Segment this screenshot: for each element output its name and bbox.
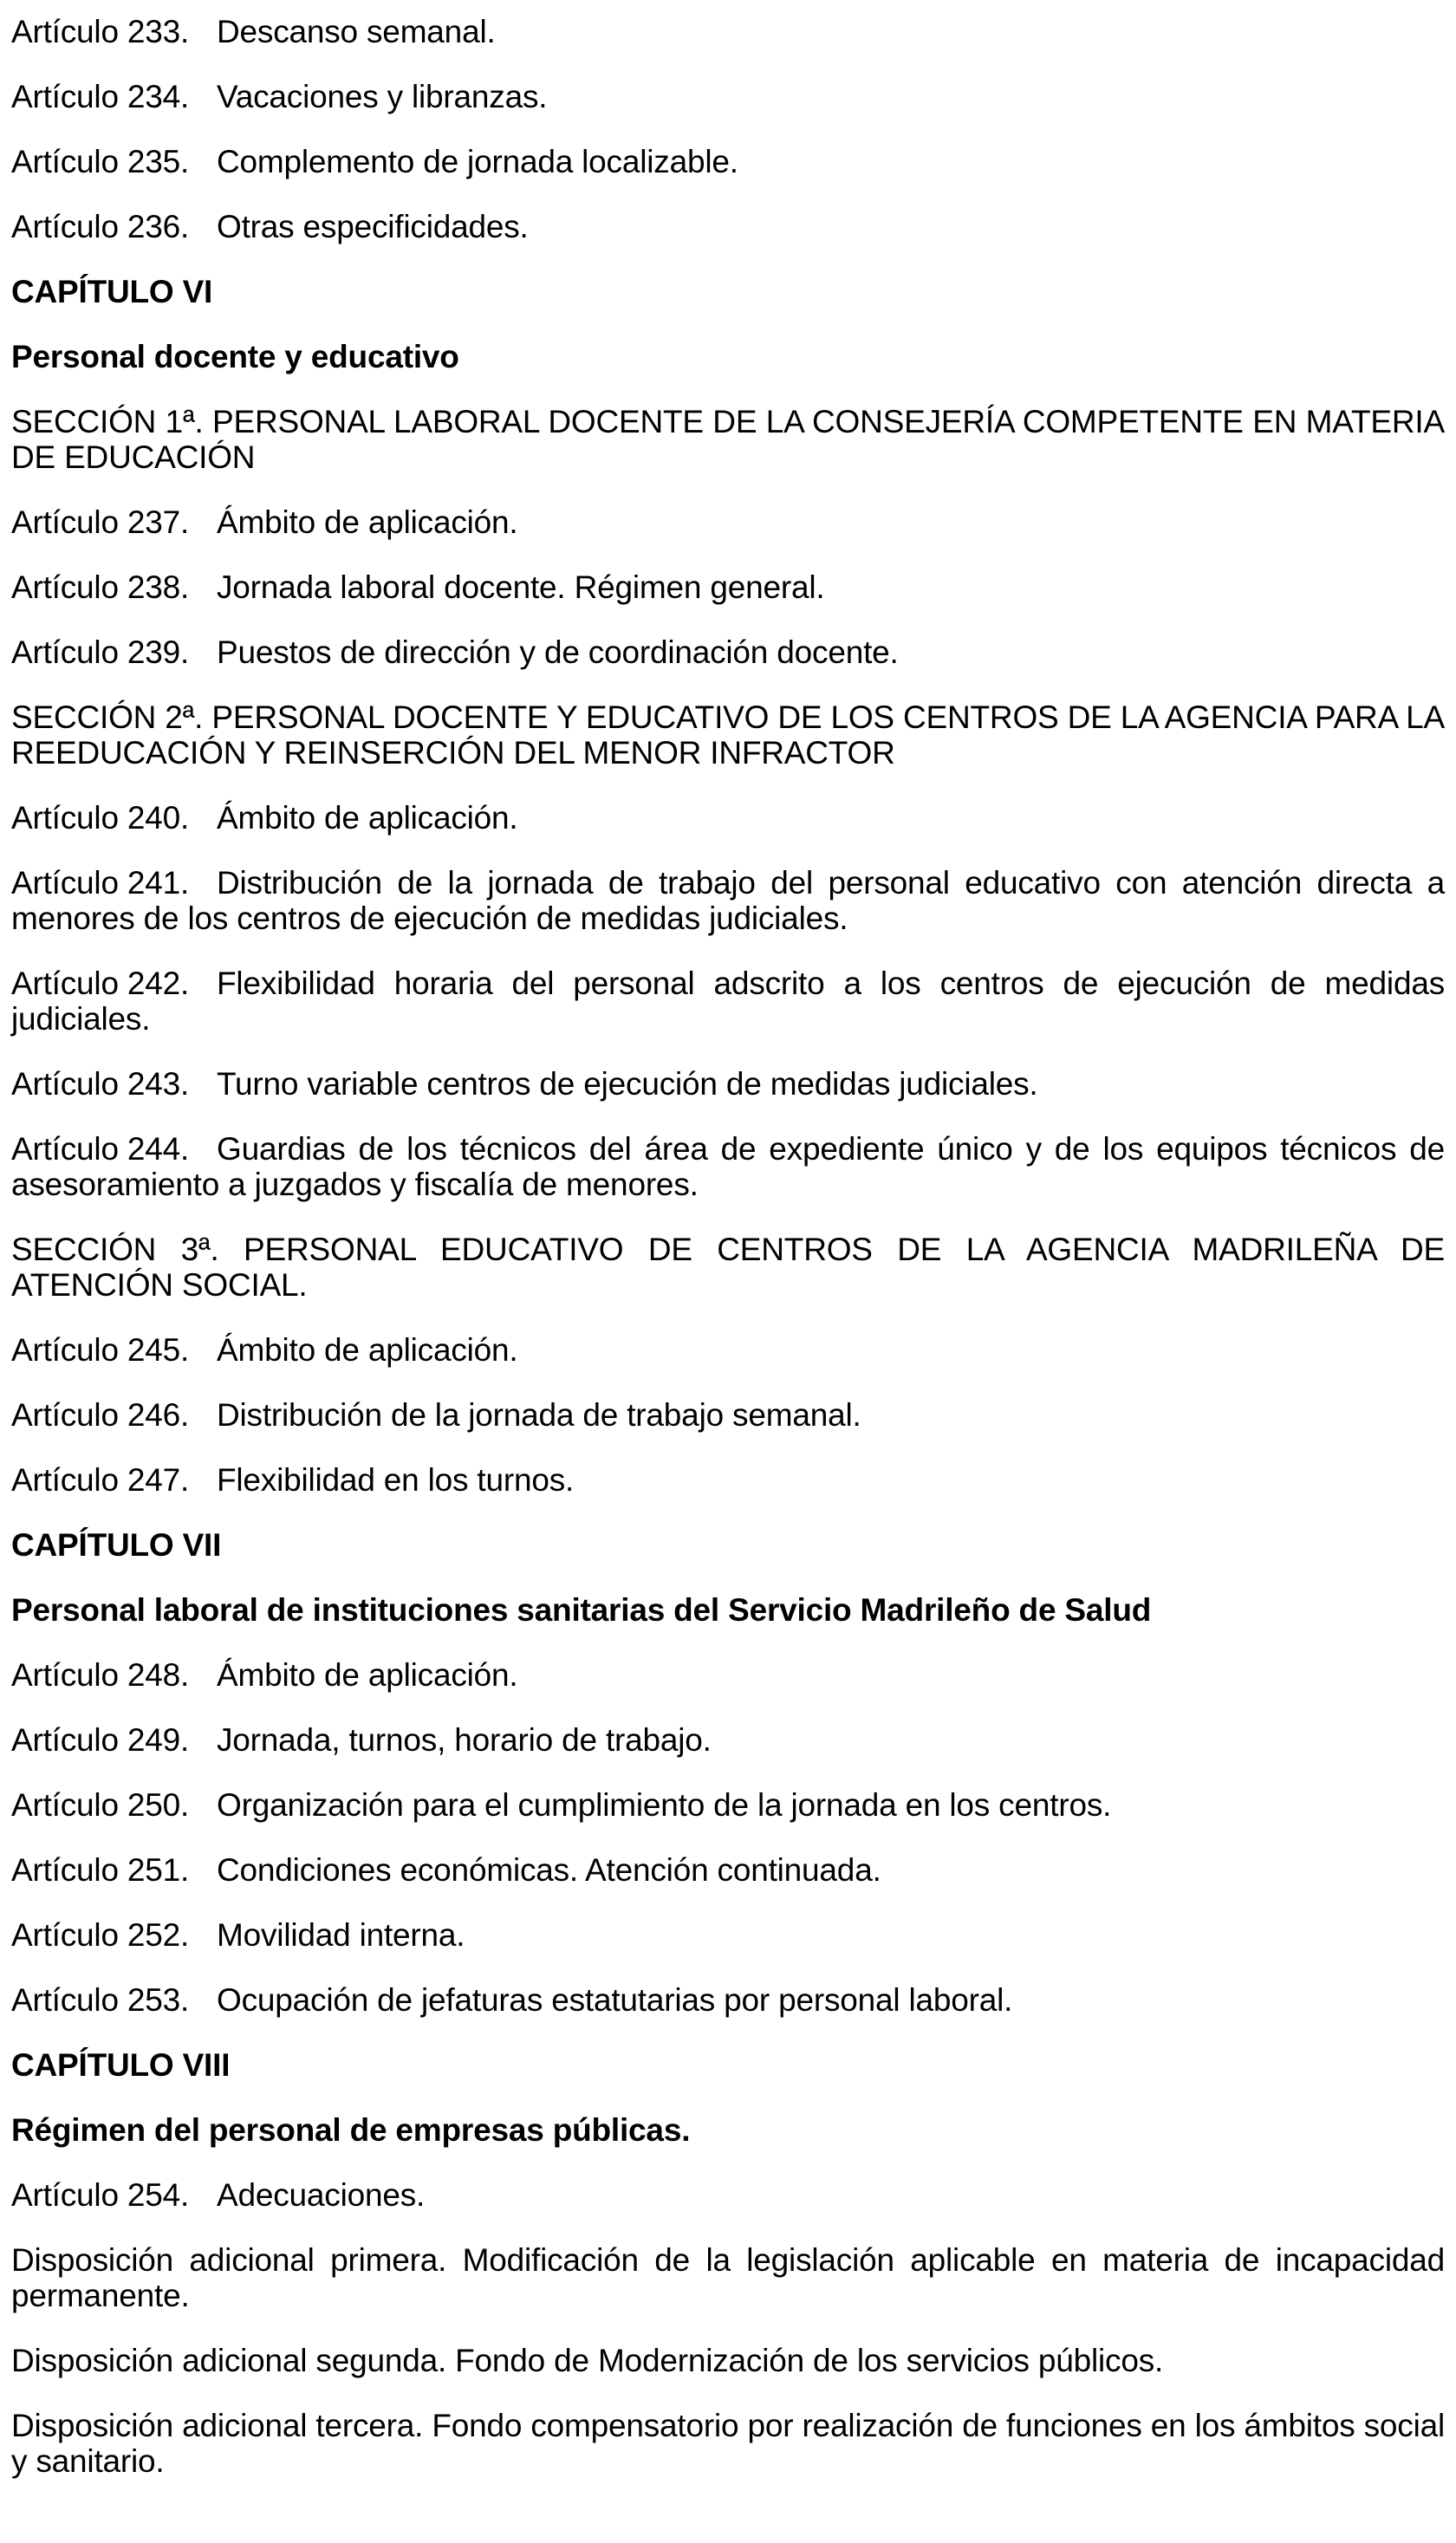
articulo-title: Movilidad interna. xyxy=(217,1917,465,1953)
articulo-item xyxy=(11,966,1445,1037)
articulo-title: Puestos de dirección y de coordinación docente. xyxy=(217,634,899,670)
articulo-label: Artículo 246. xyxy=(11,1397,190,1433)
capitulo-heading: CAPÍTULO VII xyxy=(11,1527,222,1563)
articulo-item xyxy=(11,1982,1445,2018)
articulo-title: Ámbito de aplicación. xyxy=(217,1657,518,1693)
capitulo-title: Personal laboral de instituciones sanitarias del Servicio Madrileño de Salud xyxy=(11,1592,1152,1628)
articulo-label: Artículo 244. xyxy=(11,1131,190,1167)
articulo-title: Jornada laboral docente. Régimen general. xyxy=(217,569,825,605)
articulo-item xyxy=(11,79,1445,114)
articulo-item xyxy=(11,1917,1445,1953)
capitulo-title: Personal docente y educativo xyxy=(11,339,459,374)
articulo-item xyxy=(11,800,1445,836)
articulo-label: Artículo 242. xyxy=(11,966,190,1001)
disposicion-item: Disposición adicional tercera. Fondo compensatorio por realización de funciones en los ámbitos social y sanitario. xyxy=(11,2408,1445,2479)
articulo-label: Artículo 250. xyxy=(11,1787,190,1823)
articulo-item xyxy=(11,1657,1445,1693)
articulo-title: Flexibilidad en los turnos. xyxy=(217,1462,575,1498)
disposicion-item: Disposición adicional primera. Modificación de la legislación aplicable en materia de incapacidad permanente. xyxy=(11,2242,1445,2313)
articulo-label: Artículo 236. xyxy=(11,209,190,244)
articulo-item xyxy=(11,1787,1445,1823)
articulo-item xyxy=(11,865,1445,936)
seccion-heading: SECCIÓN 3ª. PERSONAL EDUCATIVO DE CENTROS DE LA AGENCIA MADRILEÑA DE ATENCIÓN SOCIAL. xyxy=(11,1232,1445,1303)
articulo-label: Artículo 235. xyxy=(11,144,190,179)
articulo-title: Complemento de jornada localizable. xyxy=(217,144,738,179)
articulo-title: Vacaciones y libranzas. xyxy=(217,79,548,114)
articulo-label: Artículo 233. xyxy=(11,14,190,49)
articulo-label: Artículo 243. xyxy=(11,1066,190,1102)
articulo-title: Ocupación de jefaturas estatutarias por personal laboral. xyxy=(217,1982,1013,2018)
articulo-item xyxy=(11,1332,1445,1368)
articulo-title: Jornada, turnos, horario de trabajo. xyxy=(217,1722,712,1758)
articulo-title: Condiciones económicas. Atención continuada. xyxy=(217,1852,881,1888)
articulo-item xyxy=(11,1066,1445,1102)
articulo-title: Ámbito de aplicación. xyxy=(217,800,518,836)
capitulo-heading: CAPÍTULO VIII xyxy=(11,2047,231,2083)
seccion-heading: SECCIÓN 2ª. PERSONAL DOCENTE Y EDUCATIVO DE LOS CENTROS DE LA AGENCIA PARA LA REEDUCACIÓN Y REINSERCIÓN DEL MENOR INFRACTOR xyxy=(11,699,1445,771)
articulo-title: Flexibilidad horaria del personal adscrito a los centros de ejecución de medidas judiciales. xyxy=(11,966,1445,1037)
articulo-item xyxy=(11,14,1445,49)
articulo-label: Artículo 237. xyxy=(11,504,190,540)
articulo-title: Otras especificidades. xyxy=(217,209,529,244)
capitulo-heading: CAPÍTULO VI xyxy=(11,274,213,309)
articulo-label: Artículo 241. xyxy=(11,865,190,901)
disposicion-item: Disposición adicional segunda. Fondo de Modernización de los servicios públicos. xyxy=(11,2343,1164,2378)
articulo-label: Artículo 239. xyxy=(11,634,190,670)
articulo-label: Artículo 249. xyxy=(11,1722,190,1758)
articulo-title: Turno variable centros de ejecución de medidas judiciales. xyxy=(217,1066,1038,1102)
articulo-title: Descanso semanal. xyxy=(217,14,496,49)
articulo-item xyxy=(11,1462,1445,1498)
articulo-label: Artículo 238. xyxy=(11,569,190,605)
articulo-title: Distribución de la jornada de trabajo semanal. xyxy=(217,1397,861,1433)
articulo-item xyxy=(11,209,1445,244)
articulo-title: Organización para el cumplimiento de la jornada en los centros. xyxy=(217,1787,1112,1823)
articulo-label: Artículo 252. xyxy=(11,1917,190,1953)
seccion-heading: SECCIÓN 1ª. PERSONAL LABORAL DOCENTE DE LA CONSEJERÍA COMPETENTE EN MATERIA DE EDUCACIÓN xyxy=(11,404,1445,475)
articulo-item xyxy=(11,569,1445,605)
articulo-label: Artículo 253. xyxy=(11,1982,190,2018)
articulo-item xyxy=(11,1722,1445,1758)
articulo-item xyxy=(11,634,1445,670)
articulo-title: Adecuaciones. xyxy=(217,2177,426,2213)
articulo-label: Artículo 240. xyxy=(11,800,190,836)
articulo-title: Guardias de los técnicos del área de expediente único y de los equipos técnicos de asesoramiento a juzgados y fiscalía de menores. xyxy=(11,1131,1445,1202)
articulo-label: Artículo 254. xyxy=(11,2177,190,2213)
articulo-label: Artículo 251. xyxy=(11,1852,190,1888)
articulo-item xyxy=(11,504,1445,540)
articulo-label: Artículo 234. xyxy=(11,79,190,114)
articulo-title: Ámbito de aplicación. xyxy=(217,504,518,540)
articulo-title: Distribución de la jornada de trabajo del personal educativo con atención directa a menores de los centros de ejecución de medidas judiciales. xyxy=(11,865,1445,936)
articulo-item xyxy=(11,1131,1445,1202)
articulo-item xyxy=(11,1852,1445,1888)
capitulo-title: Régimen del personal de empresas públicas. xyxy=(11,2112,691,2148)
articulo-label: Artículo 245. xyxy=(11,1332,190,1368)
articulo-item xyxy=(11,144,1445,179)
articulo-item xyxy=(11,2177,1445,2213)
articulo-title: Ámbito de aplicación. xyxy=(217,1332,518,1368)
articulo-label: Artículo 248. xyxy=(11,1657,190,1693)
articulo-label: Artículo 247. xyxy=(11,1462,190,1498)
articulo-item xyxy=(11,1397,1445,1433)
